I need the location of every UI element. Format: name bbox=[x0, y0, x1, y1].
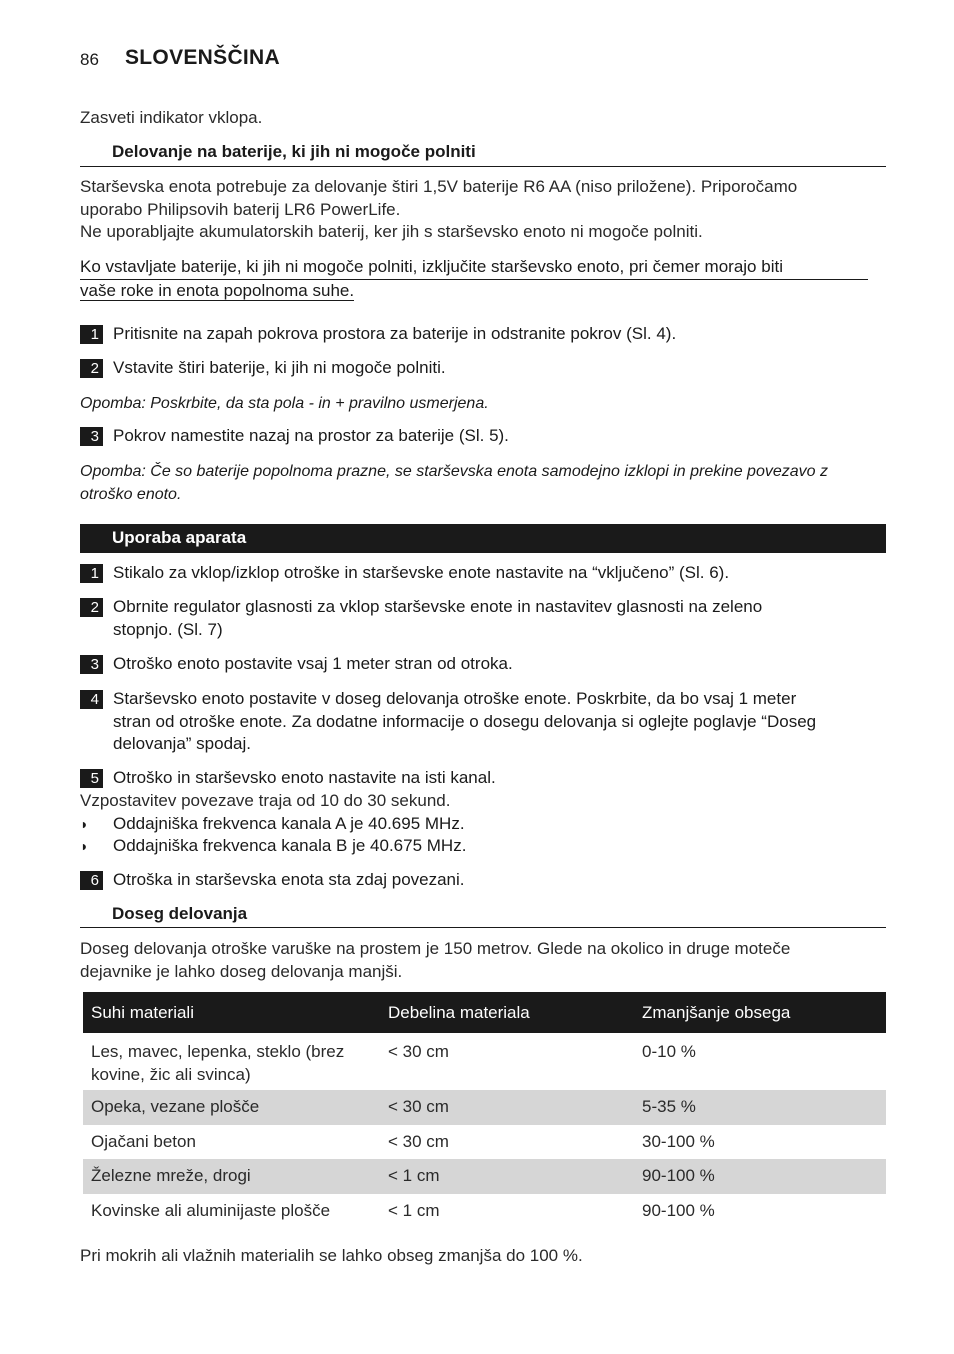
step-number: 3 bbox=[80, 427, 103, 446]
table-row bbox=[83, 1194, 886, 1229]
step-number: 1 bbox=[80, 564, 103, 583]
step-line: Starševsko enoto postavite v doseg delovanja otroške enote. Poskrbite, da bo vsaj 1 meter bbox=[113, 689, 797, 708]
table-header-row bbox=[83, 992, 886, 1033]
range-paragraph bbox=[80, 938, 790, 983]
note-line: otroško enoto. bbox=[80, 486, 182, 503]
step-line: stopnjo. (Sl. 7) bbox=[113, 619, 223, 639]
table-row bbox=[83, 1125, 886, 1160]
paragraph-line: Ne uporabljajte akumulatorskih baterij, ker jih s starševsko enoto ni mogoče polniti. bbox=[80, 222, 703, 241]
step-text bbox=[113, 869, 886, 892]
step-number: 1 bbox=[80, 325, 103, 344]
column-header-reduction: Zmanjšanje obsega bbox=[634, 992, 886, 1033]
step-text bbox=[113, 562, 886, 585]
step-line: Otroška in starševska enota sta zdaj povezani. bbox=[113, 870, 465, 889]
step-text bbox=[113, 596, 886, 641]
cell-line: Les, mavec, lepenka, steklo (brez bbox=[91, 1042, 345, 1061]
thickness-cell: < 30 cm bbox=[388, 1131, 449, 1151]
step-line: delovanja” spodaj. bbox=[113, 734, 251, 753]
polarity-note: Opomba: Poskrbite, da sta pola - in + pravilno usmerjena. bbox=[80, 395, 489, 412]
paragraph-line: dejavnike je lahko doseg delovanja manjši. bbox=[80, 961, 403, 981]
range-reduction-table bbox=[83, 992, 886, 1228]
material-cell bbox=[83, 1033, 380, 1090]
language-title: SLOVENŠČINA bbox=[125, 46, 280, 69]
reduction-cell: 5-35 % bbox=[634, 1090, 886, 1125]
reduction-cell: 0-10 % bbox=[642, 1042, 696, 1061]
usage-heading: Uporaba aparata bbox=[80, 524, 886, 553]
material-cell: Opeka, vezane plošče bbox=[83, 1090, 380, 1125]
heading-rule bbox=[80, 166, 886, 167]
material-cell: Ojačani beton bbox=[91, 1131, 196, 1151]
reduction-cell: 30-100 % bbox=[642, 1131, 715, 1151]
step-number: 5 bbox=[80, 769, 103, 788]
step-number: 2 bbox=[80, 598, 103, 617]
step-number: 2 bbox=[80, 359, 103, 378]
wet-materials-note: Pri mokrih ali vlažnih materialih se lahko obseg zmanjša do 100 %. bbox=[80, 1246, 583, 1265]
step-text: Pokrov namestite nazaj na prostor za baterije (Sl. 5). bbox=[113, 426, 509, 445]
table-row bbox=[83, 1159, 886, 1194]
step-text: Vstavite štiri baterije, ki jih ni mogoče polniti. bbox=[113, 358, 446, 377]
step-text bbox=[113, 767, 886, 790]
warning-line: vaše roke in enota popolnoma suhe. bbox=[80, 280, 355, 300]
step-text: Pritisnite na zapah pokrova prostora za baterije in odstranite pokrov (Sl. 4). bbox=[113, 324, 677, 343]
paragraph-line: Doseg delovanja otroške varuške na prostem je 150 metrov. Glede na okolico in druge moteče bbox=[80, 939, 791, 958]
empty-battery-note bbox=[80, 460, 828, 506]
bullet-icon: ◗ bbox=[80, 838, 89, 854]
paragraph-line: Starševska enota potrebuje za delovanje štiri 1,5V baterije R6 AA (niso priložene). Priporočamo bbox=[80, 177, 798, 196]
battery-warning bbox=[80, 256, 870, 302]
bullet-text: Oddajniška frekvenca kanala A je 40.695 MHz. bbox=[113, 814, 465, 833]
bullet-text: Oddajniška frekvenca kanala B je 40.675 MHz. bbox=[113, 836, 467, 855]
heading-rule bbox=[80, 927, 886, 928]
note-line: Opomba: Če so baterije popolnoma prazne, se starševska enota samodejno izklopi in prekine povezavo z bbox=[80, 463, 828, 480]
step-number: 6 bbox=[80, 871, 103, 890]
table-row bbox=[83, 1090, 886, 1125]
thickness-cell: < 30 cm bbox=[388, 1042, 449, 1061]
paragraph-line: uporabo Philipsovih baterij LR6 PowerLife. bbox=[80, 199, 401, 219]
batteries-heading: Delovanje na baterije, ki jih ni mogoče polniti bbox=[112, 142, 476, 161]
step-number: 3 bbox=[80, 655, 103, 674]
column-header-thickness: Debelina materiala bbox=[380, 992, 634, 1033]
step-text bbox=[113, 688, 886, 756]
step-line: Otroško in starševsko enoto nastavite na isti kanal. bbox=[113, 768, 496, 787]
cell-line: kovine, žic ali svinca) bbox=[91, 1064, 251, 1084]
step-line: stran od otroške enote. Za dodatne informacije o dosegu delovanja si oglejte poglavje “Doseg bbox=[113, 711, 817, 731]
thickness-cell: < 1 cm bbox=[380, 1159, 634, 1194]
step-line: Stikalo za vklop/izklop otroške in starševske enote nastavite na “vključeno” (Sl. 6). bbox=[113, 563, 730, 582]
step-line: Otroško enoto postavite vsaj 1 meter stran od otroka. bbox=[113, 654, 513, 673]
thickness-cell: < 1 cm bbox=[388, 1200, 440, 1220]
table-row bbox=[83, 1033, 886, 1090]
connection-time-text: Vzpostavitev povezave traja od 10 do 30 sekund. bbox=[80, 791, 451, 810]
bullet-icon: ◗ bbox=[80, 816, 89, 832]
range-heading: Doseg delovanja bbox=[112, 904, 248, 923]
page-number: 86 bbox=[80, 50, 99, 69]
step-number: 4 bbox=[80, 690, 103, 709]
batteries-paragraph bbox=[80, 176, 797, 244]
reduction-cell: 90-100 % bbox=[634, 1159, 886, 1194]
thickness-cell: < 30 cm bbox=[380, 1090, 634, 1125]
warning-line: Ko vstavljate baterije, ki jih ni mogoče polniti, izključite starševsko enoto, pri čemer morajo biti bbox=[80, 256, 868, 280]
material-cell: Železne mreže, drogi bbox=[83, 1159, 380, 1194]
material-cell: Kovinske ali aluminijaste plošče bbox=[91, 1200, 331, 1220]
intro-line: Zasveti indikator vklopa. bbox=[80, 108, 263, 127]
column-header-material: Suhi materiali bbox=[83, 992, 380, 1033]
step-text bbox=[113, 653, 886, 676]
reduction-cell: 90-100 % bbox=[642, 1200, 715, 1220]
step-line: Obrnite regulator glasnosti za vklop starševske enote in nastavitev glasnosti na zeleno bbox=[113, 597, 763, 616]
